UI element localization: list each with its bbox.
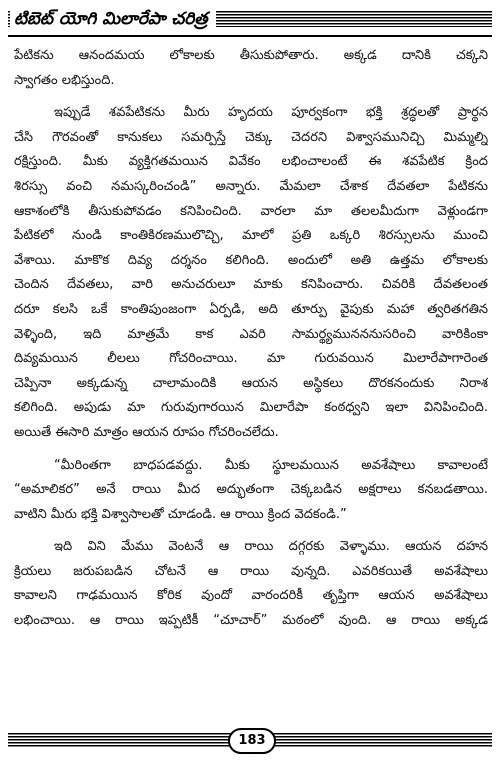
text-line: చేసి గౌరవంతో కానుకలు సమర్పిస్తే చెక్కు చెదరని విశ్వాసమునిచ్చి మిమ్మల్ని bbox=[14, 129, 488, 145]
paragraph bbox=[14, 454, 488, 528]
text-line: స్వాగతం లభిస్తుంది. bbox=[14, 72, 115, 88]
text-line: చెందిన దేవతలు, వారి అనుచరులూ మాకు కనిపించారు. చివరికి దేవతలంత bbox=[14, 277, 488, 293]
text-line: క్రియలు జరుపబడిన చోటనే ఆ రాయి వున్నది. ఎవరికయితే అవశేషాలు bbox=[14, 563, 488, 579]
page-number: 183 bbox=[228, 728, 276, 754]
page-footer bbox=[8, 728, 492, 752]
text-line: రక్షిస్తుంది. మీకు వ్యక్తిగతమయిన వివేకం లభించాలంటే ఈ శవపేటిక క్రింద bbox=[14, 154, 488, 170]
text-line: “అమాలికర” అనే రాయి మీద అద్భుతంగా చెక్కబడిన అక్షరాలు కనబడతాయి. bbox=[14, 482, 488, 498]
paragraph bbox=[14, 44, 488, 93]
text-line: కావాలని గాఢమయిన కోరిక వుందో వారందరికీ తృప్తిగా ఆయన అవశేషాలు bbox=[14, 588, 488, 604]
body-text bbox=[14, 44, 488, 642]
running-header bbox=[8, 5, 492, 33]
text-line: వాటిని మీరు భక్తి విశ్వాసాలతో చూడండి. ఆ రాయి క్రింద వెదకండి.” bbox=[14, 506, 347, 522]
text-line: దివ్యమయిన లీలలు గోచరించాయి. మా గురువయిన మిలారేపాగారెంత bbox=[14, 351, 488, 367]
text-line: లభించాయి. ఆ రాయి ఇప్పటికీ “చూచార్” మఠంలో వుంది. ఆ రాయి అక్కడ bbox=[14, 613, 488, 629]
paragraph bbox=[14, 101, 488, 445]
text-line: అయితే ఈసారి మాత్రం ఆయన రూపం గోచరించలేదు. bbox=[14, 424, 279, 440]
text-line: వేశాయి. మాకొక దివ్య దర్శనం కలిగింది. అందులో అతి ఉత్తమ లోకాలకు bbox=[14, 252, 488, 268]
text-line: ఇప్పుడే శవపేటికను మీరు హృదయ పూర్వకంగా భక్తి శ్రద్ధలతో ప్రార్థన bbox=[54, 105, 488, 121]
header-divider bbox=[8, 35, 492, 37]
text-line: చెప్పినా అక్కడున్న చాలామందికి ఆయన అస్థికలు దొరకనందుకు నిరాశ bbox=[14, 375, 488, 391]
book-title: టిబెట్ యోగి మిలారేపా చరిత్ర bbox=[10, 5, 216, 33]
paragraph bbox=[14, 535, 488, 633]
text-line: పేటికలో నుండి కాంతికిరణములొచ్చి, మాలో ప్రతి ఒక్కరి శిరస్సులను ముంచి bbox=[14, 228, 488, 244]
text-line: శిరస్సు వంచి నమస్కరించండి” అన్నారు. మేమలా చేశాక దేవతలా పేటికను bbox=[14, 178, 488, 194]
text-line: పేటికను ఆనందమయ లోకాలకు తీసుకుపోతారు. అక్కడ దానికి చక్కని bbox=[14, 48, 488, 63]
text-line: “మీరింతగా బాధపడవద్దు. మీకు స్థూలమయిన అవశేషాలు కావాలంటే bbox=[54, 457, 488, 473]
text-line: ఆకాశంలోకి తీసుకుపోవడం కనిపించింది. వారలా మా తలలమీదుగా వెళ్లుండగా bbox=[14, 203, 488, 219]
text-line: దరూ కలసి ఒకే కాంతిపుంజంగా ఏర్పడి, అది తూర్పు వైపుకు మహా త్వరితగతిన bbox=[14, 301, 488, 317]
text-line: కలిగింది. అపుడు మా గురువుగారయిన మిలారేపా కంఠధ్వని ఇలా వినిపించింది. bbox=[14, 400, 488, 416]
text-line: వెళ్ళింది, ఇది మాత్రమే కాక ఎవరి సామర్థ్యమునననుసరించి వారికింకా bbox=[14, 326, 488, 342]
text-line: ఇది విని మేము వెంటనే ఆ రాయి దగ్గరకు వెళ్ళాము. ఆయన దహన bbox=[54, 539, 488, 555]
